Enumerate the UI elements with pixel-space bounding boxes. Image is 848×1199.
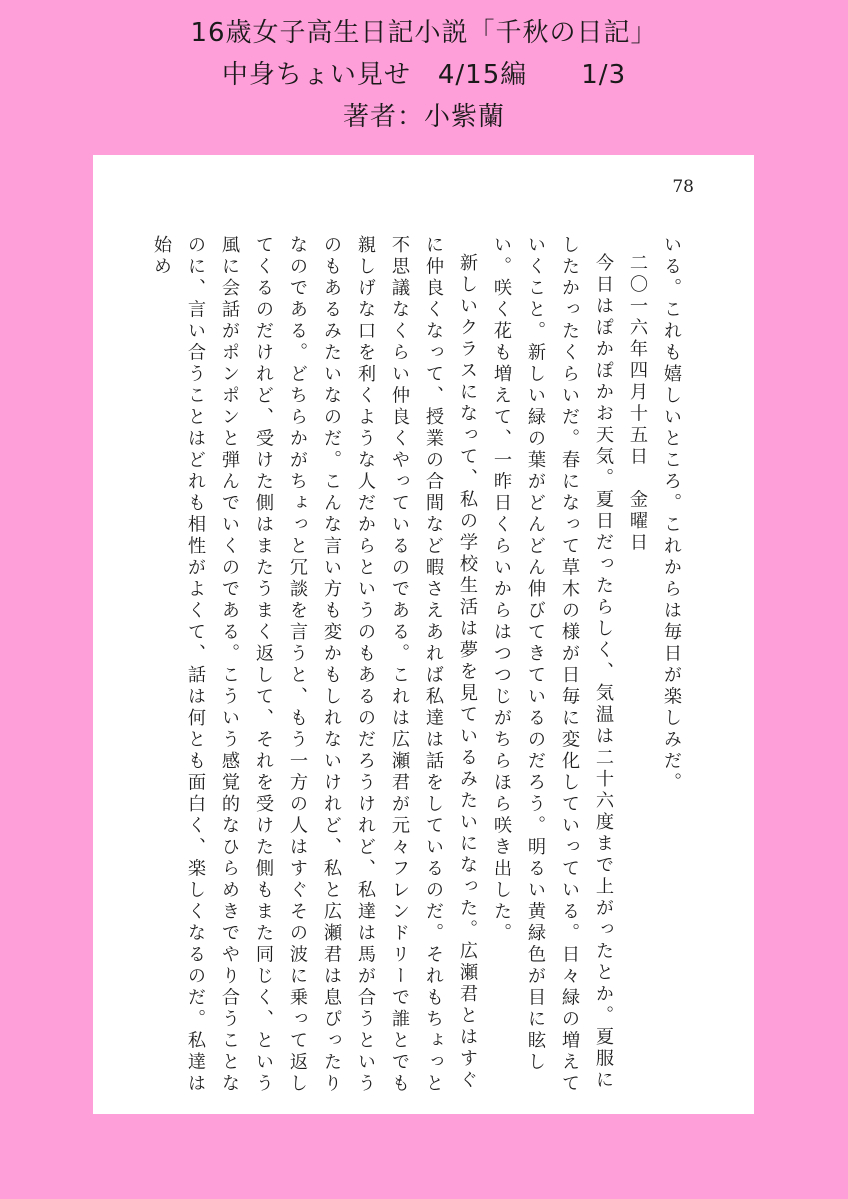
paragraph: いる。これも嬉しいところ。これからは毎日が楽しみだ。 [661,235,682,794]
header [0,12,848,138]
page-number: 78 [672,177,694,197]
paragraph: 今日はぽかぽかお天気。夏日だったらしく、気温は二十六度まで上がったとか。夏服にしたかったくらいだ。春になって草木の様が日毎に変化していっている。日々緑の増えていくこと。新しい緑の葉がどんどん伸びてきているのだろう。明るい黄緑色が目に眩しい。咲く花も増えて、一昨日くらいからはつつじがちらほら咲き出した。 [491,235,614,1095]
book-page [93,155,754,1114]
author-line: 著者：小紫蘭 [342,102,505,132]
page-body-text [128,235,688,1095]
subtitle-line: 中身ちょい見せ 4/15編 1/3 [221,60,627,90]
title-line: 16歳女子高生日記小説「千秋の日記」 [190,18,658,48]
diary-date-heading: 二〇一六年四月十五日 金曜日 [627,253,648,555]
paragraph: 新しいクラスになって、私の学校生活は夢を見ているみたいになった。広瀬君とはすぐに仲良くなって、授業の合間など暇さえあれば私達は話をしているのだ。それもちょっと不思議なくらい仲良くやっているのである。これは広瀬君が元々フレンドリーで誰とでも親しげな口を利くような人だからというのもあるのだろうけれど、私達は馬が合うというのもあるみたいなのだ。こんな言い方も変かもしれないけれど、私と広瀬君は息ぴったりなのである。どちらかがちょっと冗談を言うと、もう一方の人はすぐその波に乗って返してくるのだけれど、受けた側はまたうまく返して、それを受けた側もまた同じく、という風に会話がポンポンと弾んでいくのである。こういう感覚的なひらめきでやり合うことなのに、言い合うことはどれも相性がよくて、話は何とも面白く、楽しくなるのだ。私達は始め [151,235,478,1095]
